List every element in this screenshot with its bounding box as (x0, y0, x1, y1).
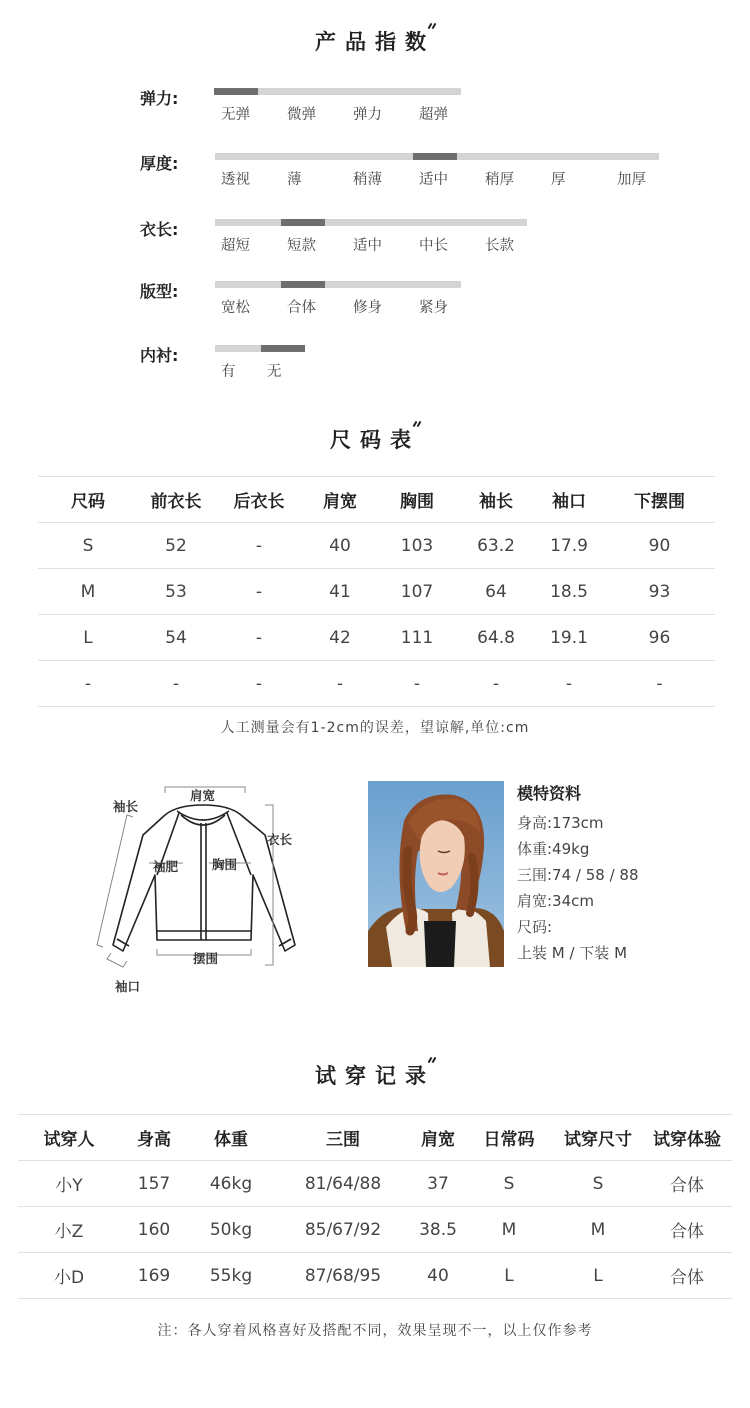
model-info-line: 上装 M / 下装 M (517, 944, 628, 962)
size-table-cell: - (214, 661, 304, 707)
index-option: 微弹 (287, 107, 316, 123)
size-table-header-cell: 前衣长 (138, 477, 214, 523)
fitting-table-row (18, 1253, 732, 1299)
index-option: 适中 (419, 172, 448, 188)
size-table-cell: 52 (138, 523, 214, 569)
model-info-line: 体重:49kg (517, 840, 590, 858)
size-table-cell: 17.9 (534, 523, 604, 569)
fitting-note: 注：各人穿着风格喜好及搭配不同，效果呈现不一，以上仅作参考 (157, 1323, 593, 1339)
index-option: 修身 (353, 300, 382, 316)
size-table-cell: 19.1 (534, 615, 604, 661)
size-table-cell: - (138, 661, 214, 707)
model-info (517, 781, 639, 966)
size-table-header-cell: 袖口 (534, 477, 604, 523)
fitting-table-cell: L (464, 1253, 554, 1299)
fitting-table-cell: 38.5 (412, 1207, 464, 1253)
fitting-table (18, 1114, 732, 1299)
index-option: 厚 (551, 172, 566, 188)
diagram-label-hem: 摆围 (193, 951, 219, 966)
index-option: 无弹 (221, 107, 250, 123)
size-table-cell: M (38, 569, 138, 615)
fitting-table-cell: 50kg (188, 1207, 274, 1253)
size-table-cell: 63.2 (458, 523, 534, 569)
size-table-row (38, 569, 715, 615)
fitting-table-row (18, 1161, 732, 1207)
fitting-table-cell: 小Z (18, 1207, 120, 1253)
fitting-table-cell: 小Y (18, 1161, 120, 1207)
model-info-line: 身高:173cm (517, 814, 604, 832)
fitting-table-cell: 87/68/95 (274, 1253, 412, 1299)
diagram-label-armhole: 袖肥 (153, 859, 179, 874)
fitting-table-cell: 55kg (188, 1253, 274, 1299)
fitting-table-cell: 合体 (642, 1253, 732, 1299)
index-track (215, 88, 461, 95)
index-option: 透视 (221, 172, 250, 188)
size-table-row (38, 523, 715, 569)
index-option: 适中 (353, 238, 382, 254)
jacket-measurement-diagram (85, 775, 325, 1000)
index-track (215, 219, 527, 226)
fitting-table-header-cell: 试穿尺寸 (554, 1115, 642, 1161)
index-label: 内衬: (140, 346, 179, 365)
size-table-header-row (38, 477, 715, 523)
size-table-cell: 96 (604, 615, 715, 661)
index-option: 超短 (221, 238, 250, 254)
fitting-table-cell: 小D (18, 1253, 120, 1299)
fitting-table-cell: 40 (412, 1253, 464, 1299)
section-title-fitting: 试穿记录 (0, 1060, 750, 1090)
model-info-line: 尺码: (517, 918, 553, 936)
fitting-table-cell: 46kg (188, 1161, 274, 1207)
index-option: 短款 (287, 238, 316, 254)
fitting-table-row (18, 1207, 732, 1253)
index-marker (261, 345, 305, 352)
size-table-cell: L (38, 615, 138, 661)
index-option: 加厚 (617, 172, 646, 188)
size-table-row (38, 661, 715, 707)
size-table-cell: 41 (304, 569, 376, 615)
model-info-line: 三围:74 / 58 / 88 (517, 866, 639, 884)
index-option: 稍薄 (353, 172, 382, 188)
index-option: 中长 (419, 238, 448, 254)
index-option: 紧身 (419, 300, 448, 316)
fitting-table-header-cell: 三围 (274, 1115, 412, 1161)
size-table-cell: - (376, 661, 458, 707)
fitting-table-cell: S (554, 1161, 642, 1207)
size-table-cell: 93 (604, 569, 715, 615)
index-option: 弹力 (353, 107, 382, 123)
fitting-table-cell: M (464, 1207, 554, 1253)
index-option: 长款 (485, 238, 514, 254)
index-label: 厚度: (140, 154, 179, 173)
index-marker (281, 281, 325, 288)
index-option: 薄 (287, 172, 302, 188)
size-table-row (38, 615, 715, 661)
size-table-header-cell: 袖长 (458, 477, 534, 523)
size-table-cell: 42 (304, 615, 376, 661)
size-table-header-cell: 胸围 (376, 477, 458, 523)
index-marker (281, 219, 325, 226)
fitting-table-cell: 160 (120, 1207, 188, 1253)
section-title-size-chart: 尺码表 (0, 424, 750, 454)
size-table-cell: 40 (304, 523, 376, 569)
index-option: 宽松 (221, 300, 250, 316)
size-table-cell: - (304, 661, 376, 707)
size-table-header-cell: 后衣长 (214, 477, 304, 523)
size-table-cell: - (534, 661, 604, 707)
index-track (215, 345, 305, 352)
fitting-table-header-cell: 日常码 (464, 1115, 554, 1161)
size-table-cell: 90 (604, 523, 715, 569)
model-info-title: 模特资料 (517, 784, 582, 803)
size-table-cell: - (214, 615, 304, 661)
fitting-table-header-cell: 肩宽 (412, 1115, 464, 1161)
model-photo (368, 781, 504, 967)
fitting-table-cell: M (554, 1207, 642, 1253)
fitting-table-cell: L (554, 1253, 642, 1299)
index-track (215, 153, 659, 160)
model-info-line: 肩宽:34cm (517, 892, 594, 910)
size-table-cell: - (214, 569, 304, 615)
index-label: 版型: (140, 282, 179, 301)
size-table-cell: 107 (376, 569, 458, 615)
fitting-table-header-cell: 体重 (188, 1115, 274, 1161)
size-table-cell: 18.5 (534, 569, 604, 615)
size-note: 人工测量会有1-2cm的误差，望谅解,单位:cm (220, 720, 530, 736)
size-table-cell: 111 (376, 615, 458, 661)
index-option: 无 (267, 364, 282, 380)
size-table-cell: 64.8 (458, 615, 534, 661)
diagram-label-sleeve-length: 袖长 (113, 799, 139, 814)
diagram-label-chest: 胸围 (212, 857, 238, 872)
index-marker (413, 153, 457, 160)
size-table (38, 476, 715, 707)
size-table-cell: - (38, 661, 138, 707)
index-option: 合体 (287, 300, 316, 316)
fitting-table-cell: 37 (412, 1161, 464, 1207)
diagram-label-cuff: 袖口 (115, 979, 141, 994)
index-option: 超弹 (419, 107, 448, 123)
size-table-cell: 54 (138, 615, 214, 661)
size-table-header-cell: 下摆围 (604, 477, 715, 523)
fitting-table-header-cell: 试穿体验 (642, 1115, 732, 1161)
size-table-cell: - (458, 661, 534, 707)
size-table-header-cell: 尺码 (38, 477, 138, 523)
size-table-cell: 103 (376, 523, 458, 569)
size-table-cell: S (38, 523, 138, 569)
fitting-table-header-row (18, 1115, 732, 1161)
fitting-table-cell: 合体 (642, 1207, 732, 1253)
diagram-label-shoulder: 肩宽 (190, 788, 216, 803)
fitting-table-cell: 85/67/92 (274, 1207, 412, 1253)
size-table-cell: - (214, 523, 304, 569)
size-table-cell: - (604, 661, 715, 707)
diagram-label-body-length: 衣长 (267, 832, 293, 847)
index-label: 弹力: (140, 89, 179, 108)
size-table-header-cell: 肩宽 (304, 477, 376, 523)
index-option: 稍厚 (485, 172, 514, 188)
fitting-table-cell: 81/64/88 (274, 1161, 412, 1207)
index-track (215, 281, 461, 288)
fitting-table-cell: 157 (120, 1161, 188, 1207)
size-table-cell: 53 (138, 569, 214, 615)
fitting-table-cell: S (464, 1161, 554, 1207)
section-title-product-index: 产品指数 (0, 26, 750, 56)
index-label: 衣长: (140, 220, 179, 239)
index-option: 有 (221, 364, 236, 380)
size-table-cell: 64 (458, 569, 534, 615)
fitting-table-cell: 合体 (642, 1161, 732, 1207)
fitting-table-cell: 169 (120, 1253, 188, 1299)
fitting-table-header-cell: 试穿人 (18, 1115, 120, 1161)
fitting-table-header-cell: 身高 (120, 1115, 188, 1161)
index-marker (214, 88, 258, 95)
